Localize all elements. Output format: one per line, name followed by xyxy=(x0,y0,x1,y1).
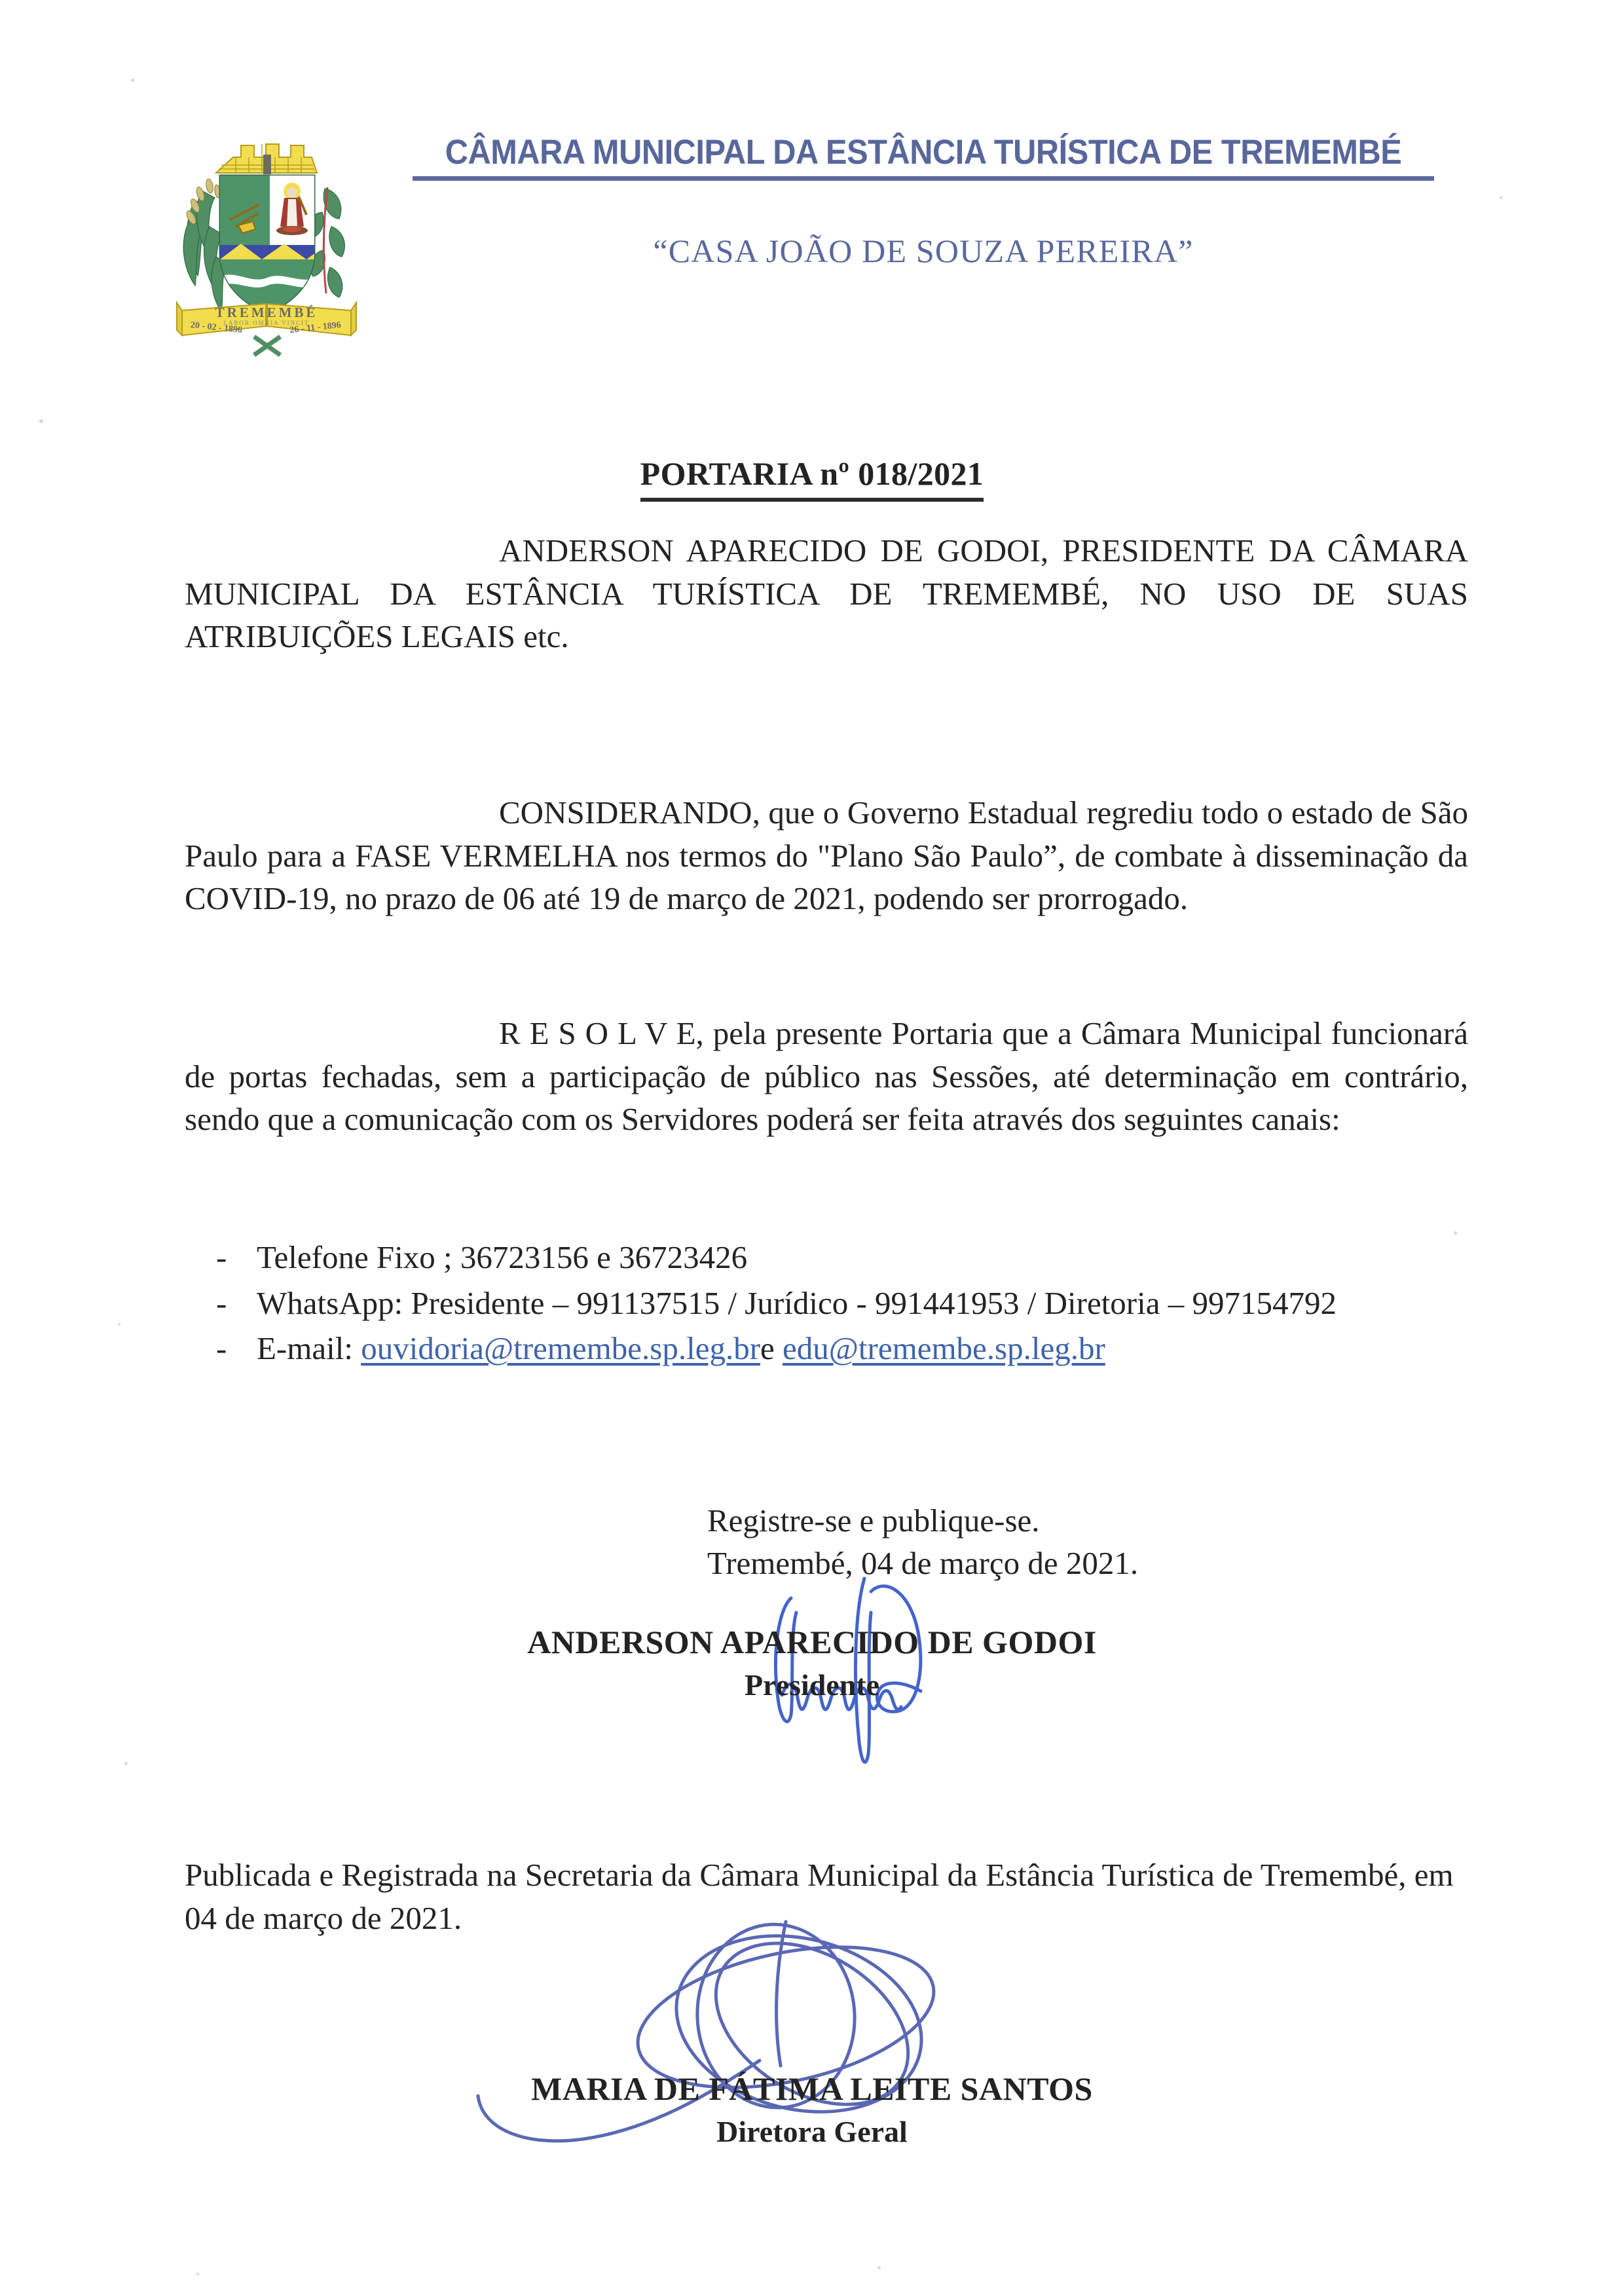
preamble-paragraph xyxy=(185,529,1468,658)
crest-submotto: LABOR OMNIA VINCIT xyxy=(223,320,310,326)
contact-channels-list xyxy=(216,1237,1480,1373)
scan-speck xyxy=(196,2273,199,2275)
director-role: Diretora Geral xyxy=(716,2115,908,2148)
coat-of-arms-icon xyxy=(175,128,358,359)
scan-speck xyxy=(124,1762,128,1765)
signature-ink-director xyxy=(419,1919,1159,2207)
resolve-text: R E S O L V E, pela presente Portaria que a Câmara Municipal funcionará de portas fechadas, sem a participação de público nas Sessões, até determinação em contrário, sendo que a comunicação com os Servidores poderá ser feita através dos seguintes canais: xyxy=(185,1015,1468,1138)
header-divider xyxy=(413,176,1434,181)
president-name: ANDERSON APARECIDO DE GODOI xyxy=(527,1624,1097,1660)
document-header xyxy=(0,0,1624,367)
list-item xyxy=(216,1282,1480,1324)
scan-speck xyxy=(1454,1231,1457,1235)
closing-register-line: Registre-se e publique-se. xyxy=(707,1502,1040,1539)
organization-title: CÂMARA MUNICIPAL DA ESTÂNCIA TURÍSTICA DE TREMEMBÉ xyxy=(445,133,1402,172)
closing-block xyxy=(707,1500,1138,1584)
list-item xyxy=(216,1237,1480,1278)
email-link-edu[interactable]: edu@tremembe.sp.leg.br xyxy=(783,1330,1105,1367)
email-link-ouvidoria[interactable]: ouvidoria@tremembe.sp.leg.br xyxy=(361,1330,761,1367)
president-role: Presidente xyxy=(744,1668,880,1702)
president-signature-block xyxy=(0,1623,1624,1702)
considerando-paragraph xyxy=(185,791,1468,920)
publication-note: Publicada e Registrada na Secretaria da Câmara Municipal da Estância Turística de Tremembé, em 04 de março de 2021. xyxy=(185,1857,1454,1936)
crest-date-right: 26 - 11 - 1896 xyxy=(289,320,342,336)
scan-speck xyxy=(39,419,43,423)
list-bullet-dash: - xyxy=(216,1284,227,1321)
channel-whatsapp: WhatsApp: Presidente – 991137515 / Jurídico - 991441953 / Diretoria – 997154792 xyxy=(257,1284,1337,1321)
email-label: E-mail: xyxy=(257,1330,353,1367)
channel-email xyxy=(257,1328,1480,1370)
director-name: MARIA DE FÁTIMA LEITE SANTOS xyxy=(531,2070,1093,2107)
list-bullet-dash: - xyxy=(216,1330,227,1367)
email-conjunction: e xyxy=(760,1330,775,1367)
closing-place-date: Tremembé, 04 de março de 2021. xyxy=(707,1544,1139,1581)
list-bullet-dash: - xyxy=(216,1239,227,1275)
director-signature-block xyxy=(0,2070,1624,2149)
crest-motto: TREMEMBÉ xyxy=(215,305,318,320)
scan-speck xyxy=(877,2266,881,2269)
crest-date-left: 20 - 02 - 1896 xyxy=(190,320,243,336)
page-title-text: PORTARIA nº 018/2021 xyxy=(640,455,984,502)
preamble-text: ANDERSON APARECIDO DE GODOI, PRESIDENTE DA CÂMARA MUNICIPAL DA ESTÂNCIA TURÍSTICA DE TREMEMBÉ, NO USO DE SUAS ATRIBUIÇÕES LEGAIS etc. xyxy=(185,532,1468,655)
page-title xyxy=(0,455,1624,493)
considerando-text: CONSIDERANDO, que o Governo Estadual regrediu todo o estado de São Paulo para a FASE VERMELHA nos termos do "Plano São Paulo”, de combate à disseminação da COVID-19, no prazo de 06 até 19 de março de 2021, podendo ser prorrogado. xyxy=(185,794,1468,917)
channel-phone: Telefone Fixo ; 36723156 e 36723426 xyxy=(257,1239,748,1275)
header-text-block xyxy=(367,134,1480,270)
organization-subtitle: “CASA JOÃO DE SOUZA PEREIRA” xyxy=(653,232,1194,269)
scan-speck xyxy=(118,1323,120,1326)
list-item xyxy=(216,1328,1480,1370)
resolve-paragraph xyxy=(185,1012,1468,1141)
